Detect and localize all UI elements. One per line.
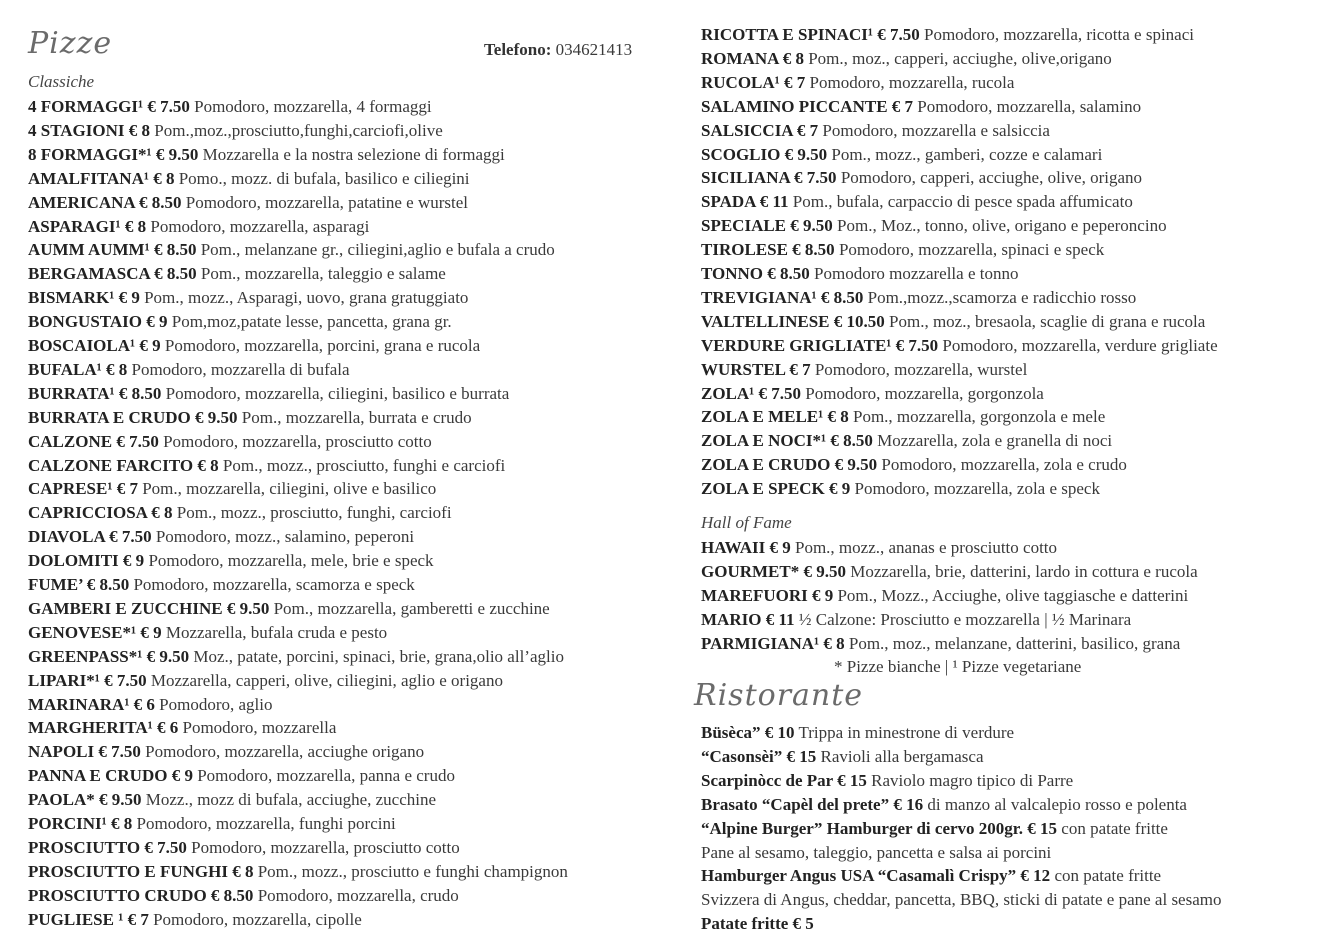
menu-item xyxy=(701,96,1141,118)
menu-item xyxy=(701,120,1050,142)
menu-item xyxy=(28,526,414,548)
legend: * Pizze bianche | ¹ Pizze vegetariane xyxy=(834,657,1082,676)
menu-item xyxy=(701,335,1218,357)
menu-item xyxy=(701,609,1131,631)
menu-item xyxy=(28,813,396,835)
menu-item-description: Pomodoro, mozzarella, patatine e wurstel xyxy=(181,192,469,212)
menu-item xyxy=(701,239,1104,261)
menu-item-description: Pomodoro, capperi, acciughe, olive, origano xyxy=(836,168,1142,188)
menu-item-description: Pom., mozzarella, gamberetti e zucchine xyxy=(269,598,550,618)
phone-value: 034621413 xyxy=(555,40,633,59)
menu-item-description: Pomodoro, mozzarella, 4 formaggi xyxy=(189,97,432,116)
menu-item-description: Pomodoro, mozz., salamino, peperoni xyxy=(151,527,415,547)
menu-item xyxy=(28,96,432,118)
menu-item xyxy=(28,765,455,787)
menu-item-name: SALSICCIA € 7 xyxy=(701,120,819,140)
menu-item xyxy=(28,335,480,357)
menu-item-name: PROSCIUTTO E FUNGHI € 8 xyxy=(28,861,254,881)
menu-item-description: con patate fritte xyxy=(1057,818,1168,838)
menu-item xyxy=(701,537,1057,559)
menu-item-name: VALTELLINESE € 10.50 xyxy=(701,311,885,331)
menu-item-description: Mozzarella, zola e granella di noci xyxy=(872,431,1113,451)
menu-item-name: ASPARAGI¹ € 8 xyxy=(28,216,147,236)
menu-item xyxy=(701,770,1073,792)
menu-item-description: Pom., moz., bresaola, scaglie di grana e rucola xyxy=(884,311,1206,331)
menu-item-description: Pomodoro, mozzarella, zola e crudo xyxy=(877,455,1127,475)
menu-item-description: Pomodoro, mozzarella xyxy=(178,718,337,738)
menu-item-description: Pomodoro, mozzarella, verdure grigliate xyxy=(938,335,1218,355)
menu-item-description: Pomodoro mozzarella e tonno xyxy=(809,264,1019,283)
menu-item-name: ZOLA E CRUDO € 9.50 xyxy=(701,455,878,475)
menu-item-name: CALZONE € 7.50 xyxy=(28,431,159,451)
menu-item-description: Mozz., mozz di bufala, acciughe, zucchine xyxy=(141,790,437,810)
menu-item xyxy=(28,263,446,285)
menu-item-description: Raviolo magro tipico di Parre xyxy=(866,770,1074,790)
menu-item-description: Pom., mozz., prosciutto, funghi e carciofi xyxy=(218,455,506,475)
menu-item xyxy=(28,670,503,692)
menu-item-name: ZOLA E MELE¹ € 8 xyxy=(701,407,849,427)
menu-item-description: ½ Calzone: Prosciutto e mozzarella | ½ Marinara xyxy=(794,609,1132,629)
menu-item-description: Pomodoro, aglio xyxy=(154,694,273,714)
menu-item-name: LIPARI*¹ € 7.50 xyxy=(28,670,147,690)
menu-item xyxy=(701,287,1136,309)
menu-item-name: HAWAII € 9 xyxy=(701,538,791,557)
menu-item xyxy=(28,550,434,572)
menu-item-name: BURRATA¹ € 8.50 xyxy=(28,383,162,403)
menu-item-name: AMALFITANA¹ € 8 xyxy=(28,168,175,188)
menu-item xyxy=(28,239,555,261)
menu-item xyxy=(28,216,369,238)
menu-item-name: Patate fritte € 5 xyxy=(701,914,814,934)
menu-item xyxy=(701,454,1127,476)
menu-item-name: SPECIALE € 9.50 xyxy=(701,216,833,236)
menu-item-name: DIAVOLA € 7.50 xyxy=(28,527,152,547)
menu-item xyxy=(701,48,1112,70)
menu-item-name: Hamburger Angus USA “Casamalì Crispy” € 12 xyxy=(701,866,1051,886)
menu-item xyxy=(28,885,459,907)
menu-item-name: Scarpinòcc de Par € 15 xyxy=(701,770,867,790)
menu-item-name: “Alpine Burger” Hamburger di cervo 200gr. € 15 xyxy=(701,818,1058,838)
menu-item-name: VERDURE GRIGLIATE¹ € 7.50 xyxy=(701,335,939,355)
section-classiche: Classiche xyxy=(28,72,95,91)
menu-item-description: Mozzarella, capperi, olive, ciliegini, aglio e origano xyxy=(146,670,503,690)
menu-item-description: Pom., mozzarella, gorgonzola e mele xyxy=(848,407,1106,427)
menu-item-description: Pomodoro, mozzarella, cipolle xyxy=(148,909,362,929)
menu-item xyxy=(701,561,1198,583)
menu-item xyxy=(28,646,564,668)
menu-item xyxy=(701,842,1051,864)
menu-item-name: FUME’ € 8.50 xyxy=(28,575,130,594)
ristorante-title: Ristorante xyxy=(694,678,864,713)
menu-item xyxy=(701,406,1105,428)
menu-item-name: PAOLA* € 9.50 xyxy=(28,790,142,810)
menu-item-description: Pom., mozzarella, burrata e crudo xyxy=(237,407,472,427)
menu-item-name: PROSCIUTTO € 7.50 xyxy=(28,837,187,857)
section-hall-of-fame: Hall of Fame xyxy=(701,513,792,532)
menu-item-name: GOURMET* € 9.50 xyxy=(701,561,846,581)
menu-item-name: BISMARK¹ € 9 xyxy=(28,288,140,308)
menu-item xyxy=(701,478,1100,500)
menu-item-description: Pomodoro, mozzarella, spinaci e speck xyxy=(834,240,1105,260)
menu-item-name: MARGHERITA¹ € 6 xyxy=(28,718,179,738)
menu-item-description: Pom., melanzane gr., ciliegini,aglio e bufala a crudo xyxy=(196,240,555,260)
menu-item-description: Pomodoro, mozzarella, funghi porcini xyxy=(132,814,396,833)
menu-item-description: Pomodoro, mozzarella, porcini, grana e rucola xyxy=(160,336,481,355)
menu-item-description: Pom., mozz., gamberi, cozze e calamari xyxy=(827,144,1103,164)
menu-item xyxy=(701,24,1194,46)
menu-item-name: CALZONE FARCITO € 8 xyxy=(28,455,219,475)
menu-item-description: Pomodoro, mozzarella, prosciutto cotto xyxy=(158,431,432,451)
menu-item-description: Pom., Moz., tonno, olive, origano e peperoncino xyxy=(832,216,1167,236)
menu-item-description: Pomodoro, mozzarella di bufala xyxy=(127,359,350,379)
menu-item-description: Trippa in minestrone di verdure xyxy=(794,723,1015,742)
menu-item xyxy=(701,633,1180,655)
menu-item-description: Pomodoro, mozzarella, ciliegini, basilico e burrata xyxy=(161,383,510,403)
menu-item-name: TIROLESE € 8.50 xyxy=(701,240,835,260)
menu-item-name: AUMM AUMM¹ € 8.50 xyxy=(28,240,197,260)
menu-item xyxy=(28,909,362,931)
menu-item xyxy=(28,478,436,500)
phone-number xyxy=(484,40,632,60)
menu-item-description: Pomodoro, mozzarella, zola e speck xyxy=(850,479,1100,499)
menu-item-description: Pom,moz,patate lesse, pancetta, grana gr. xyxy=(167,312,452,332)
menu-item xyxy=(28,622,387,644)
menu-item-name: BONGUSTAIO € 9 xyxy=(28,312,168,332)
menu-item xyxy=(28,407,472,429)
menu-item xyxy=(28,789,436,811)
menu-item-description: Mozzarella, bufala cruda e pesto xyxy=(161,622,388,642)
menu-item xyxy=(28,861,568,883)
menu-item-name: CAPRESE¹ € 7 xyxy=(28,479,138,499)
menu-item-name: ZOLA E SPECK € 9 xyxy=(701,479,851,499)
menu-item xyxy=(701,263,1018,285)
menu-item xyxy=(701,794,1187,816)
menu-item-description: Pomodoro, mozzarella, panna e crudo xyxy=(192,766,455,786)
menu-item-description: Pom.,moz.,prosciutto,funghi,carciofi,olive xyxy=(150,120,443,140)
menu-item-name: MARIO € 11 xyxy=(701,609,795,629)
menu-item-name: RICOTTA E SPINACI¹ € 7.50 xyxy=(701,25,920,44)
menu-item xyxy=(701,144,1102,166)
menu-item-description: Pom., Mozz., Acciughe, olive taggiasche e datterini xyxy=(833,585,1189,605)
menu-item-name: AMERICANA € 8.50 xyxy=(28,192,182,212)
menu-item xyxy=(701,191,1133,213)
menu-item-name: GREENPASS*¹ € 9.50 xyxy=(28,646,190,666)
menu-item xyxy=(701,430,1112,452)
menu-item-name: 4 STAGIONI € 8 xyxy=(28,120,151,140)
menu-item-description: Pane al sesamo, taleggio, pancetta e salsa ai porcini xyxy=(701,842,1052,862)
menu-item-name: SICILIANA € 7.50 xyxy=(701,168,837,188)
menu-item-name: MARINARA¹ € 6 xyxy=(28,694,155,714)
menu-item-name: GENOVESE*¹ € 9 xyxy=(28,622,162,642)
pizze-title: Pizze xyxy=(28,26,113,61)
menu-item xyxy=(701,818,1168,840)
menu-item-name: ZOLA E NOCI*¹ € 8.50 xyxy=(701,431,873,451)
menu-item-description: con patate fritte xyxy=(1050,866,1162,886)
menu-item xyxy=(28,598,550,620)
menu-item-name: BURRATA E CRUDO € 9.50 xyxy=(28,407,238,427)
menu-item-description: Pomodoro, mozzarella, gorgonzola xyxy=(801,383,1044,403)
menu-item-description: Mozzarella e la nostra selezione di formaggi xyxy=(198,144,505,164)
menu-item xyxy=(28,144,505,166)
menu-item xyxy=(28,383,509,405)
menu-item-description: Pomodoro, mozzarella e salsiccia xyxy=(818,120,1050,140)
menu-item xyxy=(701,383,1044,405)
menu-item-description: Mozzarella, brie, datterini, lardo in cottura e rucola xyxy=(845,561,1198,581)
menu-item xyxy=(701,167,1142,189)
menu-item-description: Pomodoro, mozzarella, prosciutto cotto xyxy=(186,837,460,857)
menu-item xyxy=(701,585,1188,607)
menu-item-description: Pom., moz., capperi, acciughe, olive,origano xyxy=(803,48,1112,68)
menu-item-description: Svizzera di Angus, cheddar, pancetta, BBQ, sticki di patate e pane al sesamo xyxy=(701,890,1222,910)
menu-item-description: Pomodoro, mozzarella, crudo xyxy=(253,885,459,905)
menu-item-description: Pom., mozz., ananas e prosciutto cotto xyxy=(790,538,1058,557)
menu-item-description: Pomodoro, mozzarella, scamorza e speck xyxy=(129,575,415,594)
menu-item xyxy=(28,431,432,453)
menu-item-description: Pom., bufala, carpaccio di pesce spada affumicato xyxy=(788,192,1133,212)
menu-item xyxy=(701,913,814,935)
menu-item-description: Pom., mozz., prosciutto e funghi champignon xyxy=(253,861,568,881)
menu-item-name: GAMBERI E ZUCCHINE € 9.50 xyxy=(28,598,270,618)
menu-item xyxy=(28,574,415,596)
menu-item xyxy=(28,694,273,716)
menu-item-name: Büsèca” € 10 xyxy=(701,723,795,742)
menu-item xyxy=(28,359,350,381)
menu-item-name: PORCINI¹ € 8 xyxy=(28,814,133,833)
menu-item-name: SPADA € 11 xyxy=(701,192,789,212)
menu-item xyxy=(701,72,1014,94)
menu-item-description: Ravioli alla bergamasca xyxy=(816,746,984,766)
menu-item-name: 8 FORMAGGI*¹ € 9.50 xyxy=(28,144,199,164)
menu-item-name: DOLOMITI € 9 xyxy=(28,551,145,571)
menu-item-name: BOSCAIOLA¹ € 9 xyxy=(28,336,161,355)
menu-item-description: Pomodoro, mozzarella, asparagi xyxy=(146,216,370,236)
menu-item-name: RUCOLA¹ € 7 xyxy=(701,72,806,92)
menu-item xyxy=(701,889,1221,911)
menu-item xyxy=(28,120,443,142)
menu-item-description: Pom., mozz., Asparagi, uovo, grana gratuggiato xyxy=(139,288,469,308)
menu-item xyxy=(28,741,424,763)
menu-item xyxy=(701,311,1205,333)
menu-item-name: BUFALA¹ € 8 xyxy=(28,359,128,379)
menu-item-name: BERGAMASCA € 8.50 xyxy=(28,264,197,284)
menu-item-name: PANNA E CRUDO € 9 xyxy=(28,766,193,786)
menu-item-description: Pom., mozz., prosciutto, funghi, carciofi xyxy=(172,503,452,523)
menu-item-description: Pom., mozzarella, ciliegini, olive e basilico xyxy=(137,479,437,499)
menu-item-name: PROSCIUTTO CRUDO € 8.50 xyxy=(28,885,254,905)
menu-item-description: Pom., mozzarella, taleggio e salame xyxy=(196,264,446,284)
menu-item-name: WURSTEL € 7 xyxy=(701,359,811,379)
menu-item xyxy=(28,192,468,214)
menu-item-name: ROMANA € 8 xyxy=(701,48,804,68)
menu-item-name: TONNO € 8.50 xyxy=(701,264,810,283)
menu-item-name: TREVIGIANA¹ € 8.50 xyxy=(701,287,864,307)
menu-item-description: di manzo al valcalepio rosso e polenta xyxy=(923,794,1187,814)
menu-item xyxy=(701,865,1161,887)
menu-item-description: Pomodoro, mozzarella, mele, brie e speck xyxy=(144,551,434,571)
menu-item-name: MAREFUORI € 9 xyxy=(701,585,834,605)
menu-item xyxy=(701,722,1014,744)
menu-item-description: Pomo., mozz. di bufala, basilico e ciliegini xyxy=(174,168,470,188)
menu-item-name: CAPRICCIOSA € 8 xyxy=(28,503,173,523)
menu-item-name: PUGLIESE ¹ € 7 xyxy=(28,909,149,929)
menu-item xyxy=(28,287,468,309)
menu-item xyxy=(28,455,505,477)
menu-item xyxy=(28,717,336,739)
menu-item-name: 4 FORMAGGI¹ € 7.50 xyxy=(28,97,190,116)
menu-item-description: Pomodoro, mozzarella, wurstel xyxy=(810,359,1028,379)
menu-item-name: “Casonsèi” € 15 xyxy=(701,746,817,766)
menu-item xyxy=(28,168,470,190)
menu-item-description: Moz., patate, porcini, spinaci, brie, grana,olio all’aglio xyxy=(189,646,564,666)
menu-item-description: Pomodoro, mozzarella, ricotta e spinaci xyxy=(919,25,1195,44)
menu-item xyxy=(28,502,452,524)
menu-item xyxy=(701,215,1167,237)
menu-item-description: Pomodoro, mozzarella, rucola xyxy=(805,72,1015,92)
menu-item-description: Pom., moz., melanzane, datterini, basilico, grana xyxy=(844,633,1181,653)
menu-item-name: ZOLA¹ € 7.50 xyxy=(701,383,802,403)
menu-item xyxy=(701,359,1027,381)
menu-item-description: Pomodoro, mozzarella, salamino xyxy=(913,96,1142,116)
menu-item-name: NAPOLI € 7.50 xyxy=(28,742,141,762)
phone-label: Telefono: xyxy=(484,40,552,59)
menu-item-name: PARMIGIANA¹ € 8 xyxy=(701,633,845,653)
menu-item-description: Pomodoro, mozzarella, acciughe origano xyxy=(140,742,425,762)
menu-item xyxy=(701,746,984,768)
menu-item-name: SALAMINO PICCANTE € 7 xyxy=(701,96,914,116)
menu-item-name: Brasato “Capèl del prete” € 16 xyxy=(701,794,924,814)
menu-item xyxy=(28,837,460,859)
menu-item xyxy=(28,311,452,333)
menu-item-name: SCOGLIO € 9.50 xyxy=(701,144,828,164)
menu-item-description: Pom.,mozz.,scamorza e radicchio rosso xyxy=(863,287,1137,307)
